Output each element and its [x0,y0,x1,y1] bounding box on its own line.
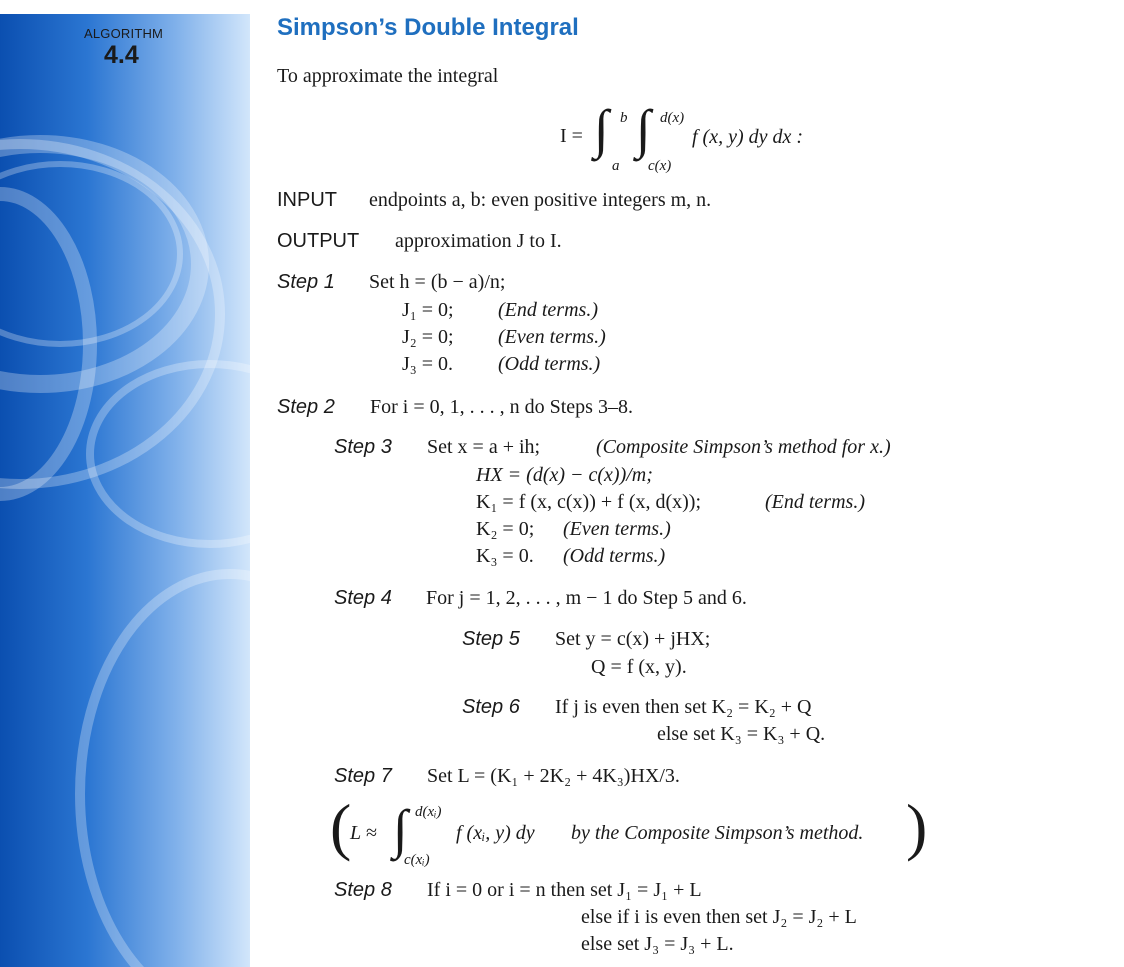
outer-lower-limit: a [612,158,620,174]
step3-comment3: (End terms.) [765,491,865,513]
integral-sign-inner: ∫ [636,99,651,159]
step3-line2: HX = (d(x) − c(x))/m; [476,464,653,486]
step8-line1: If i = 0 or i = n then set J₁ = J₁ + L [427,879,702,901]
step1-line4: J₃ = 0. [402,353,454,375]
step7-label: Step 7 [334,765,392,787]
page-title: Simpson’s Double Integral [277,14,579,41]
step1-label: Step 1 [277,271,335,293]
outer-upper-limit: b [620,110,628,126]
step3-line1: Set x = a + ih; [427,436,541,458]
step3-label: Step 3 [334,436,392,458]
step3-comment4: (Even terms.) [563,518,671,540]
note-comment: by the Composite Simpson’s method. [571,822,864,844]
step4-text: For j = 1, 2, . . . , m − 1 do Step 5 and 6. [426,587,747,609]
step2-text: For i = 0, 1, . . . , n do Steps 3–8. [370,396,633,418]
step3-line4: K₂ = 0; [476,518,535,540]
integral-sign-outer: ∫ [594,99,609,159]
inner-upper-limit: d(x) [660,110,685,126]
step3-line5: K₃ = 0. [476,545,534,567]
step4-label: Step 4 [334,587,392,609]
step1-line1: Set h = (b − a)/n; [369,271,506,293]
input-label: INPUT [277,189,337,211]
step5-label: Step 5 [462,628,520,650]
step1-comment2: (End terms.) [498,299,598,321]
note-lower-limit: c(xᵢ) [404,852,430,868]
step3-line3: K₁ = f (x, c(x)) + f (x, d(x)); [476,491,702,513]
step3-comment1: (Composite Simpson’s method for x.) [596,436,891,458]
input-text: endpoints a, b: even positive integers m, n. [369,189,712,211]
step6-label: Step 6 [462,696,520,718]
step5-line1: Set y = c(x) + jHX; [555,628,711,650]
step8-line3: else set J₃ = J₃ + L. [581,933,734,955]
sidebar-panel [0,14,250,967]
note-open-paren: ( [330,791,352,862]
output-text: approximation J to I. [395,230,562,252]
formula-lhs: I = [560,125,583,147]
note-close-paren: ) [906,791,928,862]
note-upper-limit: d(xᵢ) [415,804,442,820]
formula-integrand: f (x, y) dy dx : [692,126,804,148]
step5-line2: Q = f (x, y). [591,656,687,678]
sidebar-swirl-decoration [0,14,250,967]
step7-text: Set L = (K₁ + 2K₂ + 4K₃)HX/3. [427,765,680,787]
output-label: OUTPUT [277,230,360,252]
step8-line2: else if i is even then set J₂ = J₂ + L [581,906,857,928]
step1-comment3: (Even terms.) [498,326,606,348]
intro-text: To approximate the integral [277,65,499,87]
note-lhs: L ≈ [350,822,377,844]
inner-lower-limit: c(x) [648,158,672,174]
step2-label: Step 2 [277,396,335,418]
step1-comment4: (Odd terms.) [498,353,601,375]
note-integrand: f (xᵢ, y) dy [456,822,535,844]
note-integral-sign: ∫ [393,799,408,859]
step1-line2: J₁ = 0; [402,299,454,321]
step3-comment5: (Odd terms.) [563,545,666,567]
step6-line2: else set K₃ = K₃ + Q. [657,723,826,745]
step6-line1: If j is even then set K₂ = K₂ + Q [555,696,812,718]
step8-label: Step 8 [334,879,392,901]
step1-line3: J₂ = 0; [402,326,454,348]
algorithm-number: 4.4 [104,41,139,69]
